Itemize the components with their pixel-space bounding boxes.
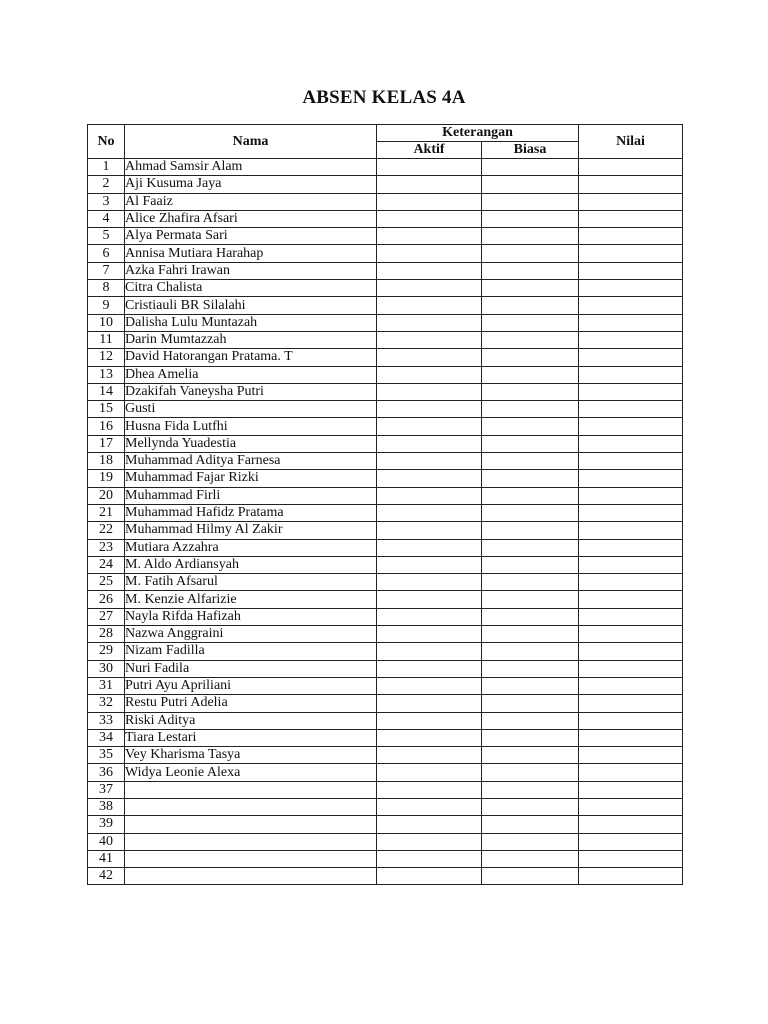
row-number: 37 <box>88 781 125 798</box>
row-number: 42 <box>88 868 125 885</box>
nilai-cell <box>579 470 683 487</box>
biasa-cell <box>482 677 579 694</box>
biasa-cell <box>482 522 579 539</box>
table-header <box>88 125 683 159</box>
student-name: Azka Fahri Irawan <box>125 262 377 279</box>
table-row <box>88 850 683 867</box>
student-name: Riski Aditya <box>125 712 377 729</box>
nilai-cell <box>579 729 683 746</box>
header-aktif: Aktif <box>377 142 482 159</box>
row-number: 32 <box>88 695 125 712</box>
header-biasa: Biasa <box>482 142 579 159</box>
nilai-cell <box>579 781 683 798</box>
student-name: Dhea Amelia <box>125 366 377 383</box>
nilai-cell <box>579 245 683 262</box>
biasa-cell <box>482 868 579 885</box>
biasa-cell <box>482 383 579 400</box>
biasa-cell <box>482 331 579 348</box>
row-number: 11 <box>88 331 125 348</box>
row-number: 17 <box>88 435 125 452</box>
student-name: Alice Zhafira Afsari <box>125 210 377 227</box>
student-name: Gusti <box>125 401 377 418</box>
row-number: 28 <box>88 626 125 643</box>
attendance-table <box>87 124 683 885</box>
student-name: Al Faaiz <box>125 193 377 210</box>
aktif-cell <box>377 453 482 470</box>
aktif-cell <box>377 383 482 400</box>
table-row <box>88 608 683 625</box>
biasa-cell <box>482 833 579 850</box>
aktif-cell <box>377 695 482 712</box>
table-row <box>88 245 683 262</box>
aktif-cell <box>377 556 482 573</box>
aktif-cell <box>377 522 482 539</box>
table-row <box>88 660 683 677</box>
biasa-cell <box>482 245 579 262</box>
table-row <box>88 470 683 487</box>
aktif-cell <box>377 159 482 176</box>
student-name: Nizam Fadilla <box>125 643 377 660</box>
biasa-cell <box>482 176 579 193</box>
student-name: Tiara Lestari <box>125 729 377 746</box>
aktif-cell <box>377 435 482 452</box>
table-row <box>88 331 683 348</box>
student-name: M. Kenzie Alfarizie <box>125 591 377 608</box>
aktif-cell <box>377 747 482 764</box>
aktif-cell <box>377 470 482 487</box>
student-name: Nazwa Anggraini <box>125 626 377 643</box>
row-number: 8 <box>88 280 125 297</box>
biasa-cell <box>482 539 579 556</box>
aktif-cell <box>377 487 482 504</box>
biasa-cell <box>482 504 579 521</box>
student-name: Putri Ayu Apriliani <box>125 677 377 694</box>
nilai-cell <box>579 833 683 850</box>
nilai-cell <box>579 487 683 504</box>
biasa-cell <box>482 470 579 487</box>
student-name: Mutiara Azzahra <box>125 539 377 556</box>
aktif-cell <box>377 677 482 694</box>
row-number: 5 <box>88 228 125 245</box>
table-row <box>88 383 683 400</box>
row-number: 6 <box>88 245 125 262</box>
row-number: 24 <box>88 556 125 573</box>
aktif-cell <box>377 816 482 833</box>
table-row <box>88 677 683 694</box>
table-row <box>88 418 683 435</box>
student-name <box>125 816 377 833</box>
aktif-cell <box>377 418 482 435</box>
table-row <box>88 159 683 176</box>
row-number: 38 <box>88 798 125 815</box>
biasa-cell <box>482 695 579 712</box>
nilai-cell <box>579 677 683 694</box>
table-row <box>88 591 683 608</box>
nilai-cell <box>579 262 683 279</box>
aktif-cell <box>377 262 482 279</box>
row-number: 2 <box>88 176 125 193</box>
row-number: 19 <box>88 470 125 487</box>
nilai-cell <box>579 401 683 418</box>
biasa-cell <box>482 781 579 798</box>
row-number: 20 <box>88 487 125 504</box>
aktif-cell <box>377 643 482 660</box>
student-name: Nayla Rifda Hafizah <box>125 608 377 625</box>
nilai-cell <box>579 228 683 245</box>
nilai-cell <box>579 764 683 781</box>
aktif-cell <box>377 591 482 608</box>
aktif-cell <box>377 764 482 781</box>
nilai-cell <box>579 331 683 348</box>
table-row <box>88 833 683 850</box>
row-number: 27 <box>88 608 125 625</box>
nilai-cell <box>579 643 683 660</box>
nilai-cell <box>579 193 683 210</box>
nilai-cell <box>579 314 683 331</box>
table-row <box>88 868 683 885</box>
table-row <box>88 781 683 798</box>
row-number: 21 <box>88 504 125 521</box>
page-title: ABSEN KELAS 4A <box>302 87 466 108</box>
nilai-cell <box>579 816 683 833</box>
aktif-cell <box>377 349 482 366</box>
row-number: 25 <box>88 574 125 591</box>
student-name: Ahmad Samsir Alam <box>125 159 377 176</box>
student-name: Dzakifah Vaneysha Putri <box>125 383 377 400</box>
row-number: 22 <box>88 522 125 539</box>
nilai-cell <box>579 383 683 400</box>
nilai-cell <box>579 868 683 885</box>
nilai-cell <box>579 660 683 677</box>
table-row <box>88 729 683 746</box>
biasa-cell <box>482 280 579 297</box>
student-name <box>125 833 377 850</box>
student-name: Muhammad Fajar Rizki <box>125 470 377 487</box>
table-row <box>88 747 683 764</box>
nilai-cell <box>579 626 683 643</box>
table-row <box>88 764 683 781</box>
row-number: 13 <box>88 366 125 383</box>
row-number: 1 <box>88 159 125 176</box>
aktif-cell <box>377 608 482 625</box>
nilai-cell <box>579 712 683 729</box>
biasa-cell <box>482 729 579 746</box>
nilai-cell <box>579 210 683 227</box>
biasa-cell <box>482 453 579 470</box>
row-number: 41 <box>88 850 125 867</box>
table-row <box>88 798 683 815</box>
biasa-cell <box>482 366 579 383</box>
aktif-cell <box>377 504 482 521</box>
student-name: M. Aldo Ardiansyah <box>125 556 377 573</box>
aktif-cell <box>377 210 482 227</box>
student-name: Annisa Mutiara Harahap <box>125 245 377 262</box>
table-row <box>88 314 683 331</box>
biasa-cell <box>482 349 579 366</box>
aktif-cell <box>377 850 482 867</box>
biasa-cell <box>482 262 579 279</box>
row-number: 7 <box>88 262 125 279</box>
aktif-cell <box>377 193 482 210</box>
biasa-cell <box>482 626 579 643</box>
table-row <box>88 574 683 591</box>
student-name: David Hatorangan Pratama. T <box>125 349 377 366</box>
biasa-cell <box>482 193 579 210</box>
student-name: Muhammad Hilmy Al Zakir <box>125 522 377 539</box>
nilai-cell <box>579 695 683 712</box>
aktif-cell <box>377 245 482 262</box>
aktif-cell <box>377 176 482 193</box>
aktif-cell <box>377 574 482 591</box>
table-row <box>88 349 683 366</box>
table-row <box>88 626 683 643</box>
biasa-cell <box>482 591 579 608</box>
aktif-cell <box>377 280 482 297</box>
row-number: 35 <box>88 747 125 764</box>
aktif-cell <box>377 626 482 643</box>
nilai-cell <box>579 591 683 608</box>
nilai-cell <box>579 366 683 383</box>
table-row <box>88 816 683 833</box>
header-row-top <box>88 125 683 142</box>
student-name: Cristiauli BR Silalahi <box>125 297 377 314</box>
row-number: 12 <box>88 349 125 366</box>
biasa-cell <box>482 435 579 452</box>
student-name: Citra Chalista <box>125 280 377 297</box>
biasa-cell <box>482 712 579 729</box>
table-row <box>88 539 683 556</box>
biasa-cell <box>482 850 579 867</box>
nilai-cell <box>579 504 683 521</box>
biasa-cell <box>482 228 579 245</box>
header-no: No <box>88 125 125 159</box>
row-number: 15 <box>88 401 125 418</box>
header-nilai: Nilai <box>579 125 683 159</box>
table-row <box>88 366 683 383</box>
table-row <box>88 210 683 227</box>
student-name: Darin Mumtazzah <box>125 331 377 348</box>
aktif-cell <box>377 660 482 677</box>
nilai-cell <box>579 798 683 815</box>
student-name: Nuri Fadila <box>125 660 377 677</box>
student-name: Vey Kharisma Tasya <box>125 747 377 764</box>
biasa-cell <box>482 418 579 435</box>
nilai-cell <box>579 159 683 176</box>
table-row <box>88 643 683 660</box>
nilai-cell <box>579 574 683 591</box>
nilai-cell <box>579 522 683 539</box>
student-name: Dalisha Lulu Muntazah <box>125 314 377 331</box>
student-name: Aji Kusuma Jaya <box>125 176 377 193</box>
aktif-cell <box>377 228 482 245</box>
biasa-cell <box>482 297 579 314</box>
student-name: Restu Putri Adelia <box>125 695 377 712</box>
table-row <box>88 435 683 452</box>
header-keterangan: Keterangan <box>377 125 579 142</box>
nilai-cell <box>579 418 683 435</box>
student-name: Muhammad Hafidz Pratama <box>125 504 377 521</box>
row-number: 33 <box>88 712 125 729</box>
row-number: 40 <box>88 833 125 850</box>
nilai-cell <box>579 280 683 297</box>
student-name: Alya Permata Sari <box>125 228 377 245</box>
student-name: M. Fatih Afsarul <box>125 574 377 591</box>
aktif-cell <box>377 297 482 314</box>
table-row <box>88 504 683 521</box>
row-number: 30 <box>88 660 125 677</box>
row-number: 34 <box>88 729 125 746</box>
biasa-cell <box>482 556 579 573</box>
table-row <box>88 695 683 712</box>
aktif-cell <box>377 781 482 798</box>
row-number: 3 <box>88 193 125 210</box>
table-row <box>88 176 683 193</box>
biasa-cell <box>482 159 579 176</box>
biasa-cell <box>482 747 579 764</box>
row-number: 29 <box>88 643 125 660</box>
header-nama: Nama <box>125 125 377 159</box>
student-name <box>125 850 377 867</box>
row-number: 39 <box>88 816 125 833</box>
biasa-cell <box>482 764 579 781</box>
biasa-cell <box>482 643 579 660</box>
nilai-cell <box>579 850 683 867</box>
row-number: 14 <box>88 383 125 400</box>
student-name: Mellynda Yuadestia <box>125 435 377 452</box>
nilai-cell <box>579 349 683 366</box>
nilai-cell <box>579 453 683 470</box>
student-name <box>125 868 377 885</box>
table-row <box>88 712 683 729</box>
aktif-cell <box>377 833 482 850</box>
aktif-cell <box>377 729 482 746</box>
nilai-cell <box>579 608 683 625</box>
table-row <box>88 262 683 279</box>
row-number: 4 <box>88 210 125 227</box>
biasa-cell <box>482 487 579 504</box>
table-row <box>88 280 683 297</box>
aktif-cell <box>377 539 482 556</box>
row-number: 16 <box>88 418 125 435</box>
biasa-cell <box>482 608 579 625</box>
biasa-cell <box>482 314 579 331</box>
nilai-cell <box>579 435 683 452</box>
student-name: Muhammad Firli <box>125 487 377 504</box>
biasa-cell <box>482 210 579 227</box>
aktif-cell <box>377 712 482 729</box>
row-number: 9 <box>88 297 125 314</box>
row-number: 36 <box>88 764 125 781</box>
biasa-cell <box>482 401 579 418</box>
aktif-cell <box>377 331 482 348</box>
student-name: Husna Fida Lutfhi <box>125 418 377 435</box>
table-row <box>88 297 683 314</box>
table-body <box>88 159 683 885</box>
table-row <box>88 487 683 504</box>
table-row <box>88 401 683 418</box>
aktif-cell <box>377 314 482 331</box>
student-name: Muhammad Aditya Farnesa <box>125 453 377 470</box>
table-row <box>88 522 683 539</box>
student-name <box>125 798 377 815</box>
row-number: 18 <box>88 453 125 470</box>
biasa-cell <box>482 798 579 815</box>
table-row <box>88 228 683 245</box>
biasa-cell <box>482 660 579 677</box>
table-row <box>88 556 683 573</box>
table-row <box>88 193 683 210</box>
aktif-cell <box>377 366 482 383</box>
student-name: Widya Leonie Alexa <box>125 764 377 781</box>
aktif-cell <box>377 798 482 815</box>
row-number: 10 <box>88 314 125 331</box>
nilai-cell <box>579 747 683 764</box>
nilai-cell <box>579 176 683 193</box>
table-row <box>88 453 683 470</box>
nilai-cell <box>579 297 683 314</box>
student-name <box>125 781 377 798</box>
row-number: 26 <box>88 591 125 608</box>
aktif-cell <box>377 401 482 418</box>
biasa-cell <box>482 574 579 591</box>
row-number: 23 <box>88 539 125 556</box>
aktif-cell <box>377 868 482 885</box>
nilai-cell <box>579 556 683 573</box>
row-number: 31 <box>88 677 125 694</box>
nilai-cell <box>579 539 683 556</box>
biasa-cell <box>482 816 579 833</box>
